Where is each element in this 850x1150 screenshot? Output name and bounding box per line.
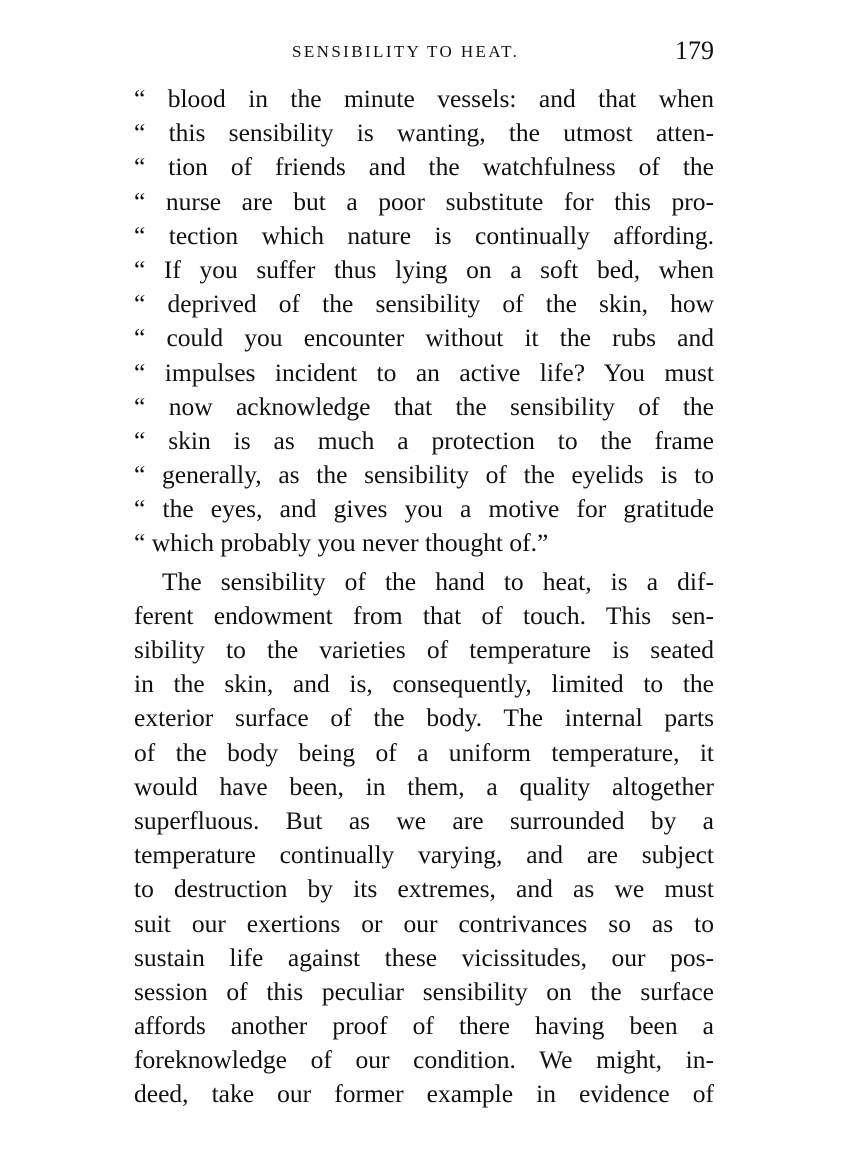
text-line: exterior surface of the body. The internal parts — [134, 703, 714, 733]
text-line: temperature continually varying, and are subject — [134, 840, 714, 870]
text-line: ferent endowment from that of touch. This sen- — [134, 600, 714, 630]
running-title: SENSIBILITY TO HEAT. — [292, 42, 520, 61]
text-line: in the skin, and is, consequently, limited to the — [134, 669, 714, 699]
text-line: “ which probably you never thought of.” — [134, 528, 549, 558]
text-line: “ skin is as much a protection to the frame — [134, 425, 714, 455]
page-number: 179 — [675, 36, 714, 65]
text-line: “ now acknowledge that the sensibility of the — [134, 391, 714, 421]
text-line: The sensibility of the hand to heat, is a dif- — [162, 566, 714, 596]
text-line: “ tection which nature is continually affording. — [134, 220, 714, 250]
text-line: “ this sensibility is wanting, the utmost atten- — [134, 118, 714, 148]
text-line: of the body being of a uniform temperature, it — [134, 737, 714, 767]
text-line: “ deprived of the sensibility of the skin, how — [134, 289, 714, 319]
text-line: foreknowledge of our condition. We might, in- — [134, 1045, 714, 1075]
running-header — [134, 36, 714, 70]
text-line: “ blood in the minute vessels: and that when — [134, 84, 714, 113]
text-line: suit our exertions or our contrivances so as to — [134, 908, 714, 938]
text-line: “ nurse are but a poor substitute for this pro- — [134, 186, 714, 216]
quoted-passage — [134, 82, 714, 561]
text-line: “ generally, as the sensibility of the eyelids is to — [134, 460, 714, 490]
body-text — [134, 82, 714, 1112]
text-line: to destruction by its extremes, and as we must — [134, 874, 714, 904]
paragraph — [134, 565, 714, 1112]
text-line: “ impulses incident to an active life? You must — [134, 357, 714, 387]
text-line: deed, take our former example in evidence of — [134, 1079, 714, 1109]
text-line: superfluous. But as we are surrounded by a — [134, 805, 714, 835]
text-line: “ If you suffer thus lying on a soft bed, when — [134, 254, 714, 284]
text-line: session of this peculiar sensibility on the surface — [134, 976, 714, 1006]
text-line: affords another proof of there having been a — [134, 1011, 714, 1041]
text-line: sibility to the varieties of temperature is seated — [134, 635, 714, 664]
text-line: “ tion of friends and the watchfulness of the — [134, 152, 714, 182]
text-line: would have been, in them, a quality altogether — [134, 771, 714, 801]
text-line: sustain life against these vicissitudes, our pos- — [134, 942, 714, 972]
text-line: “ the eyes, and gives you a motive for gratitude — [134, 494, 714, 524]
text-line: “ could you encounter without it the rubs and — [134, 323, 714, 353]
